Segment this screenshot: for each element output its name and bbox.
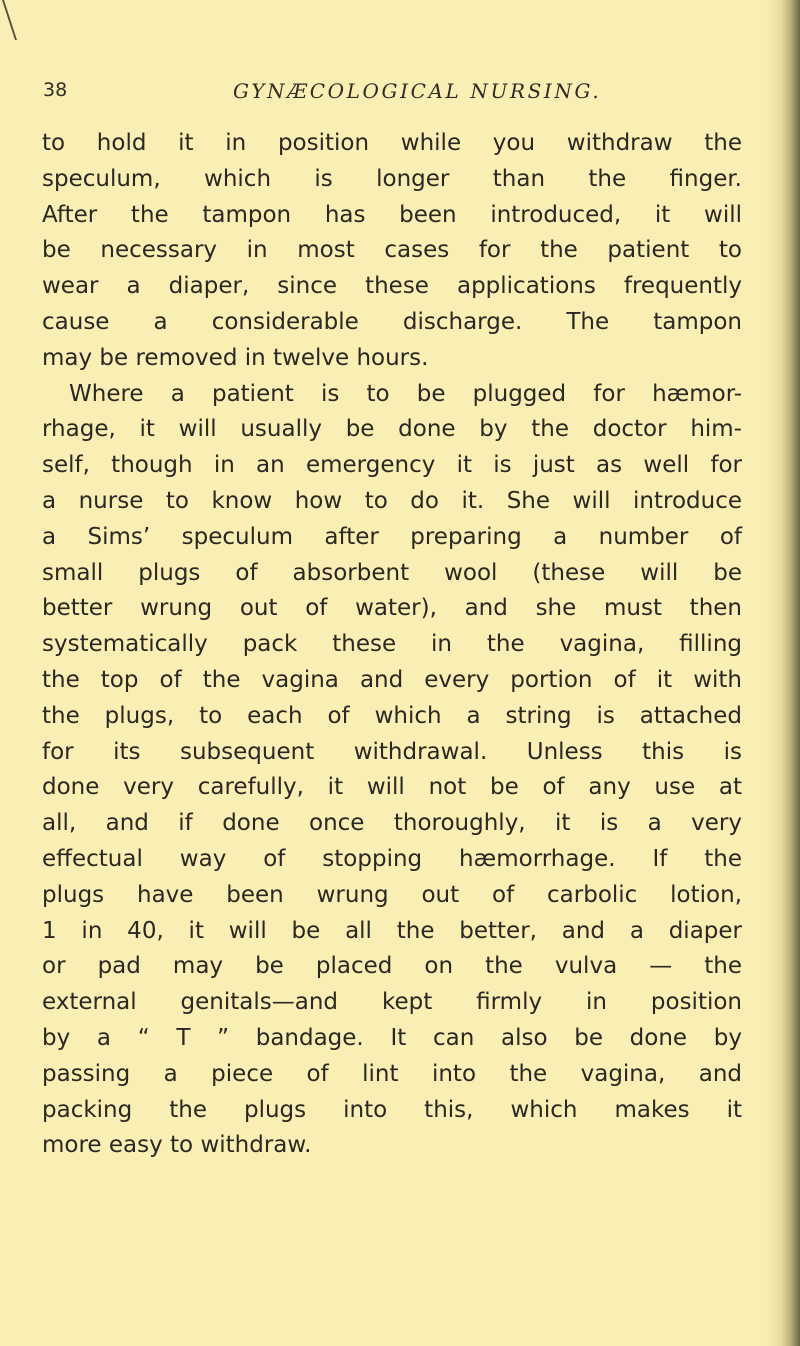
text-line: better wrung out of water), and she must then [42, 595, 742, 622]
text-line: a Sims’ speculum after preparing a number of [42, 523, 742, 550]
text-line: or pad may be placed on the vulva — the [42, 953, 742, 980]
text-line: Where a patient is to be plugged for hæmor- [69, 380, 742, 407]
text-line: systematically pack these in the vagina, filling [42, 631, 742, 658]
text-line: passing a piece of lint into the vagina, and [42, 1060, 742, 1087]
text-line: effectual way of stopping hæmorrhage. If the [42, 845, 742, 872]
text-line: done very carefully, it will not be of any use at [42, 774, 742, 801]
text-line: self, though in an emergency it is just as well for [42, 452, 742, 479]
text-line: to hold it in position while you withdraw the [42, 130, 742, 156]
page-number: 38 [43, 79, 68, 101]
text-line: be necessary in most cases for the patient to [42, 237, 742, 264]
text-line: a nurse to know how to do it. She will introduce [42, 487, 742, 514]
text-line: the plugs, to each of which a string is attached [42, 702, 742, 729]
text-line: more easy to withdraw. [42, 1132, 312, 1159]
text-line: plugs have been wrung out of carbolic lotion, [42, 881, 742, 908]
page-edge-mark [2, 0, 27, 40]
text-line: cause a considerable discharge. The tampon [42, 308, 742, 335]
text-line: packing the plugs into this, which makes it [42, 1096, 742, 1123]
text-line: wear a diaper, since these applications frequently [42, 273, 742, 300]
body-text [42, 126, 742, 1164]
running-head [43, 79, 683, 107]
text-line: may be removed in twelve hours. [42, 344, 429, 371]
text-line: 1 in 40, it will be all the better, and a diaper [42, 917, 742, 944]
text-line: for its subsequent withdrawal. Unless this is [42, 738, 742, 765]
text-line: small plugs of absorbent wool (these will be [42, 559, 742, 586]
text-line: external genitals—and kept firmly in position [42, 989, 742, 1016]
text-line: the top of the vagina and every portion of it with [42, 666, 742, 693]
text-line: by a “ T ” bandage. It can also be done by [42, 1024, 742, 1051]
text-line: speculum, which is longer than the finger. [42, 165, 742, 192]
text-line: After the tampon has been introduced, it will [42, 201, 742, 228]
text-line: all, and if done once thoroughly, it is a very [42, 810, 742, 837]
running-title: GYNÆCOLOGICAL NURSING. [233, 79, 602, 103]
binding-edge [766, 0, 800, 1346]
text-line: rhage, it will usually be done by the doctor him- [42, 416, 742, 443]
